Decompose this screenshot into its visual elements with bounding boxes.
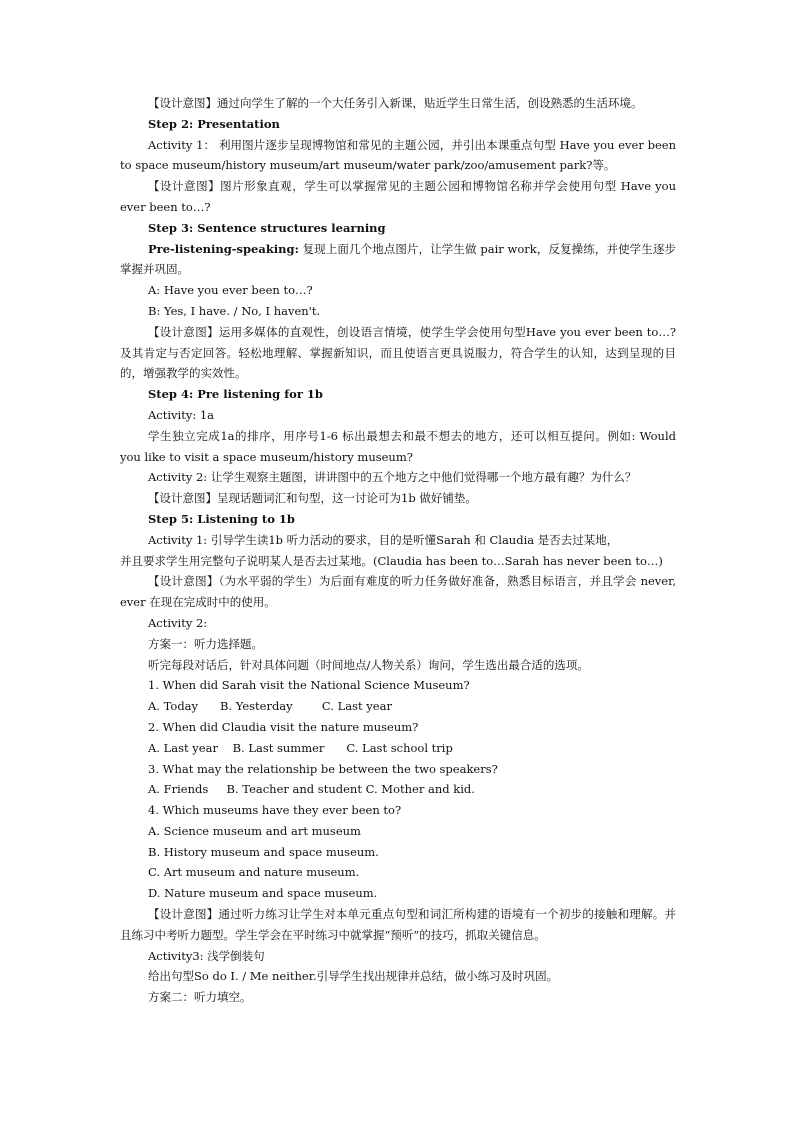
activity-3-description: 给出句型So do I. / Me neither.引导学生找出规律并总结，做小练习及时巩固。 (148, 969, 559, 984)
dialog-line-b: B: Yes, I have. / No, I haven't. (148, 303, 321, 318)
design-intent-6: 【设计意图】通过听力练习让学生对本单元重点句型和词汇所构建的语境有一个初步的接触和理解。并且练习中考听力题型。学生学会在平时练习中就掌握“预听”的技巧，抓取关键信息。 (120, 907, 676, 942)
pre-listening-label: Pre-listening-speaking: (148, 241, 299, 256)
dialog-line-a: A: Have you ever been to…? (148, 283, 313, 298)
plan-1-title: 方案一：听力选择题。 (148, 636, 263, 651)
activity-1a: Activity: 1a (148, 407, 215, 422)
step-3-heading: Step 3: Sentence structures learning (148, 220, 386, 235)
question-1: 1. When did Sarah visit the National Science Museum? (148, 678, 470, 693)
question-4-option-a: A. Science museum and art museum (148, 823, 361, 838)
activity-3-title: Activity3: 浅学倒装句 (148, 948, 265, 963)
question-4: 4. Which museums have they ever been to? (148, 803, 402, 818)
question-4-option-c: C. Art museum and nature museum. (148, 865, 360, 880)
plan-2-title: 方案二：听力填空。 (148, 990, 252, 1005)
question-1-options: A. Today B. Yesterday C. Last year (148, 699, 392, 714)
document-page (120, 93, 676, 1008)
question-4-option-b: B. History museum and space museum. (148, 844, 379, 859)
plan-1-description: 听完每段对话后，针对具体问题（时间地点/人物关系）询问，学生选出最合适的选项。 (148, 657, 589, 672)
pre-listening-text: 复现上面几个地点图片，让学生做 pair work，反复操练，并使学生逐步掌握并巩固。 (120, 241, 676, 277)
design-intent-4: 【设计意图】呈现话题词汇和句型，这一讨论可为1b 做好铺垫。 (148, 491, 477, 506)
design-intent-5: 【设计意图】（为水平弱的学生）为后面有难度的听力任务做好准备，熟悉目标语言，并且学会 never, ever 在现在完成时中的使用。 (120, 574, 676, 610)
question-3-options: A. Friends B. Teacher and student C. Mother and kid. (148, 782, 475, 797)
step-4-heading: Step 4: Pre listening for 1b (148, 387, 323, 402)
design-intent-3: 【设计意图】运用多媒体的直观性，创设语言情境，使学生学会使用句型Have you ever been to…?及其肯定与否定回答。轻松地理解、掌握新知识，而且使语言更具说服力，符合学生的认知，达到呈现的目的，增强教学的实效性。 (120, 324, 676, 381)
step-2-heading: Step 2: Presentation (148, 116, 280, 131)
activity-1-listening: Activity 1: 引导学生读1b 听力活动的要求，目的是听懂Sarah 和 Claudia 是否去过某地， (148, 532, 619, 547)
step-5-heading: Step 5: Listening to 1b (148, 511, 295, 526)
question-2-options: A. Last year B. Last summer C. Last school trip (148, 740, 453, 755)
question-3: 3. What may the relationship be between the two speakers? (148, 761, 498, 776)
activity-1a-description: 学生独立完成1a的排序，用序号1-6 标出最想去和最不想去的地方，还可以相互提问。例如: Would you like to visit a space museum/history museum? (120, 428, 676, 464)
activity-2-discussion: Activity 2: 让学生观察主题图，讲讲图中的五个地方之中他们觉得哪一个地方最有趣？为什么？ (148, 470, 637, 485)
design-intent-1: 【设计意图】通过向学生了解的一个大任务引入新课，贴近学生日常生活，创设熟悉的生活环境。 (148, 96, 643, 110)
activity-2-label: Activity 2: (148, 615, 208, 630)
activity-1-presentation: Activity 1： 利用图片逐步呈现博物馆和常见的主题公园，并引出本课重点句型 Have you ever been to space museum/history museum/art museum/water park/zoo/amusement park?等。 (120, 137, 676, 173)
question-4-option-d: D. Nature museum and space museum. (148, 886, 378, 901)
activity-1-listening-cont: 并且要求学生用完整句子说明某人是否去过某地。(Claudia has been to…Sarah has never been to…) (120, 553, 663, 568)
design-intent-2: 【设计意图】图片形象直观，学生可以掌握常见的主题公园和博物馆名称并学会使用句型 Have you ever been to…? (120, 179, 676, 214)
question-2: 2. When did Claudia visit the nature museum? (148, 719, 419, 734)
pre-listening-paragraph (120, 239, 676, 281)
